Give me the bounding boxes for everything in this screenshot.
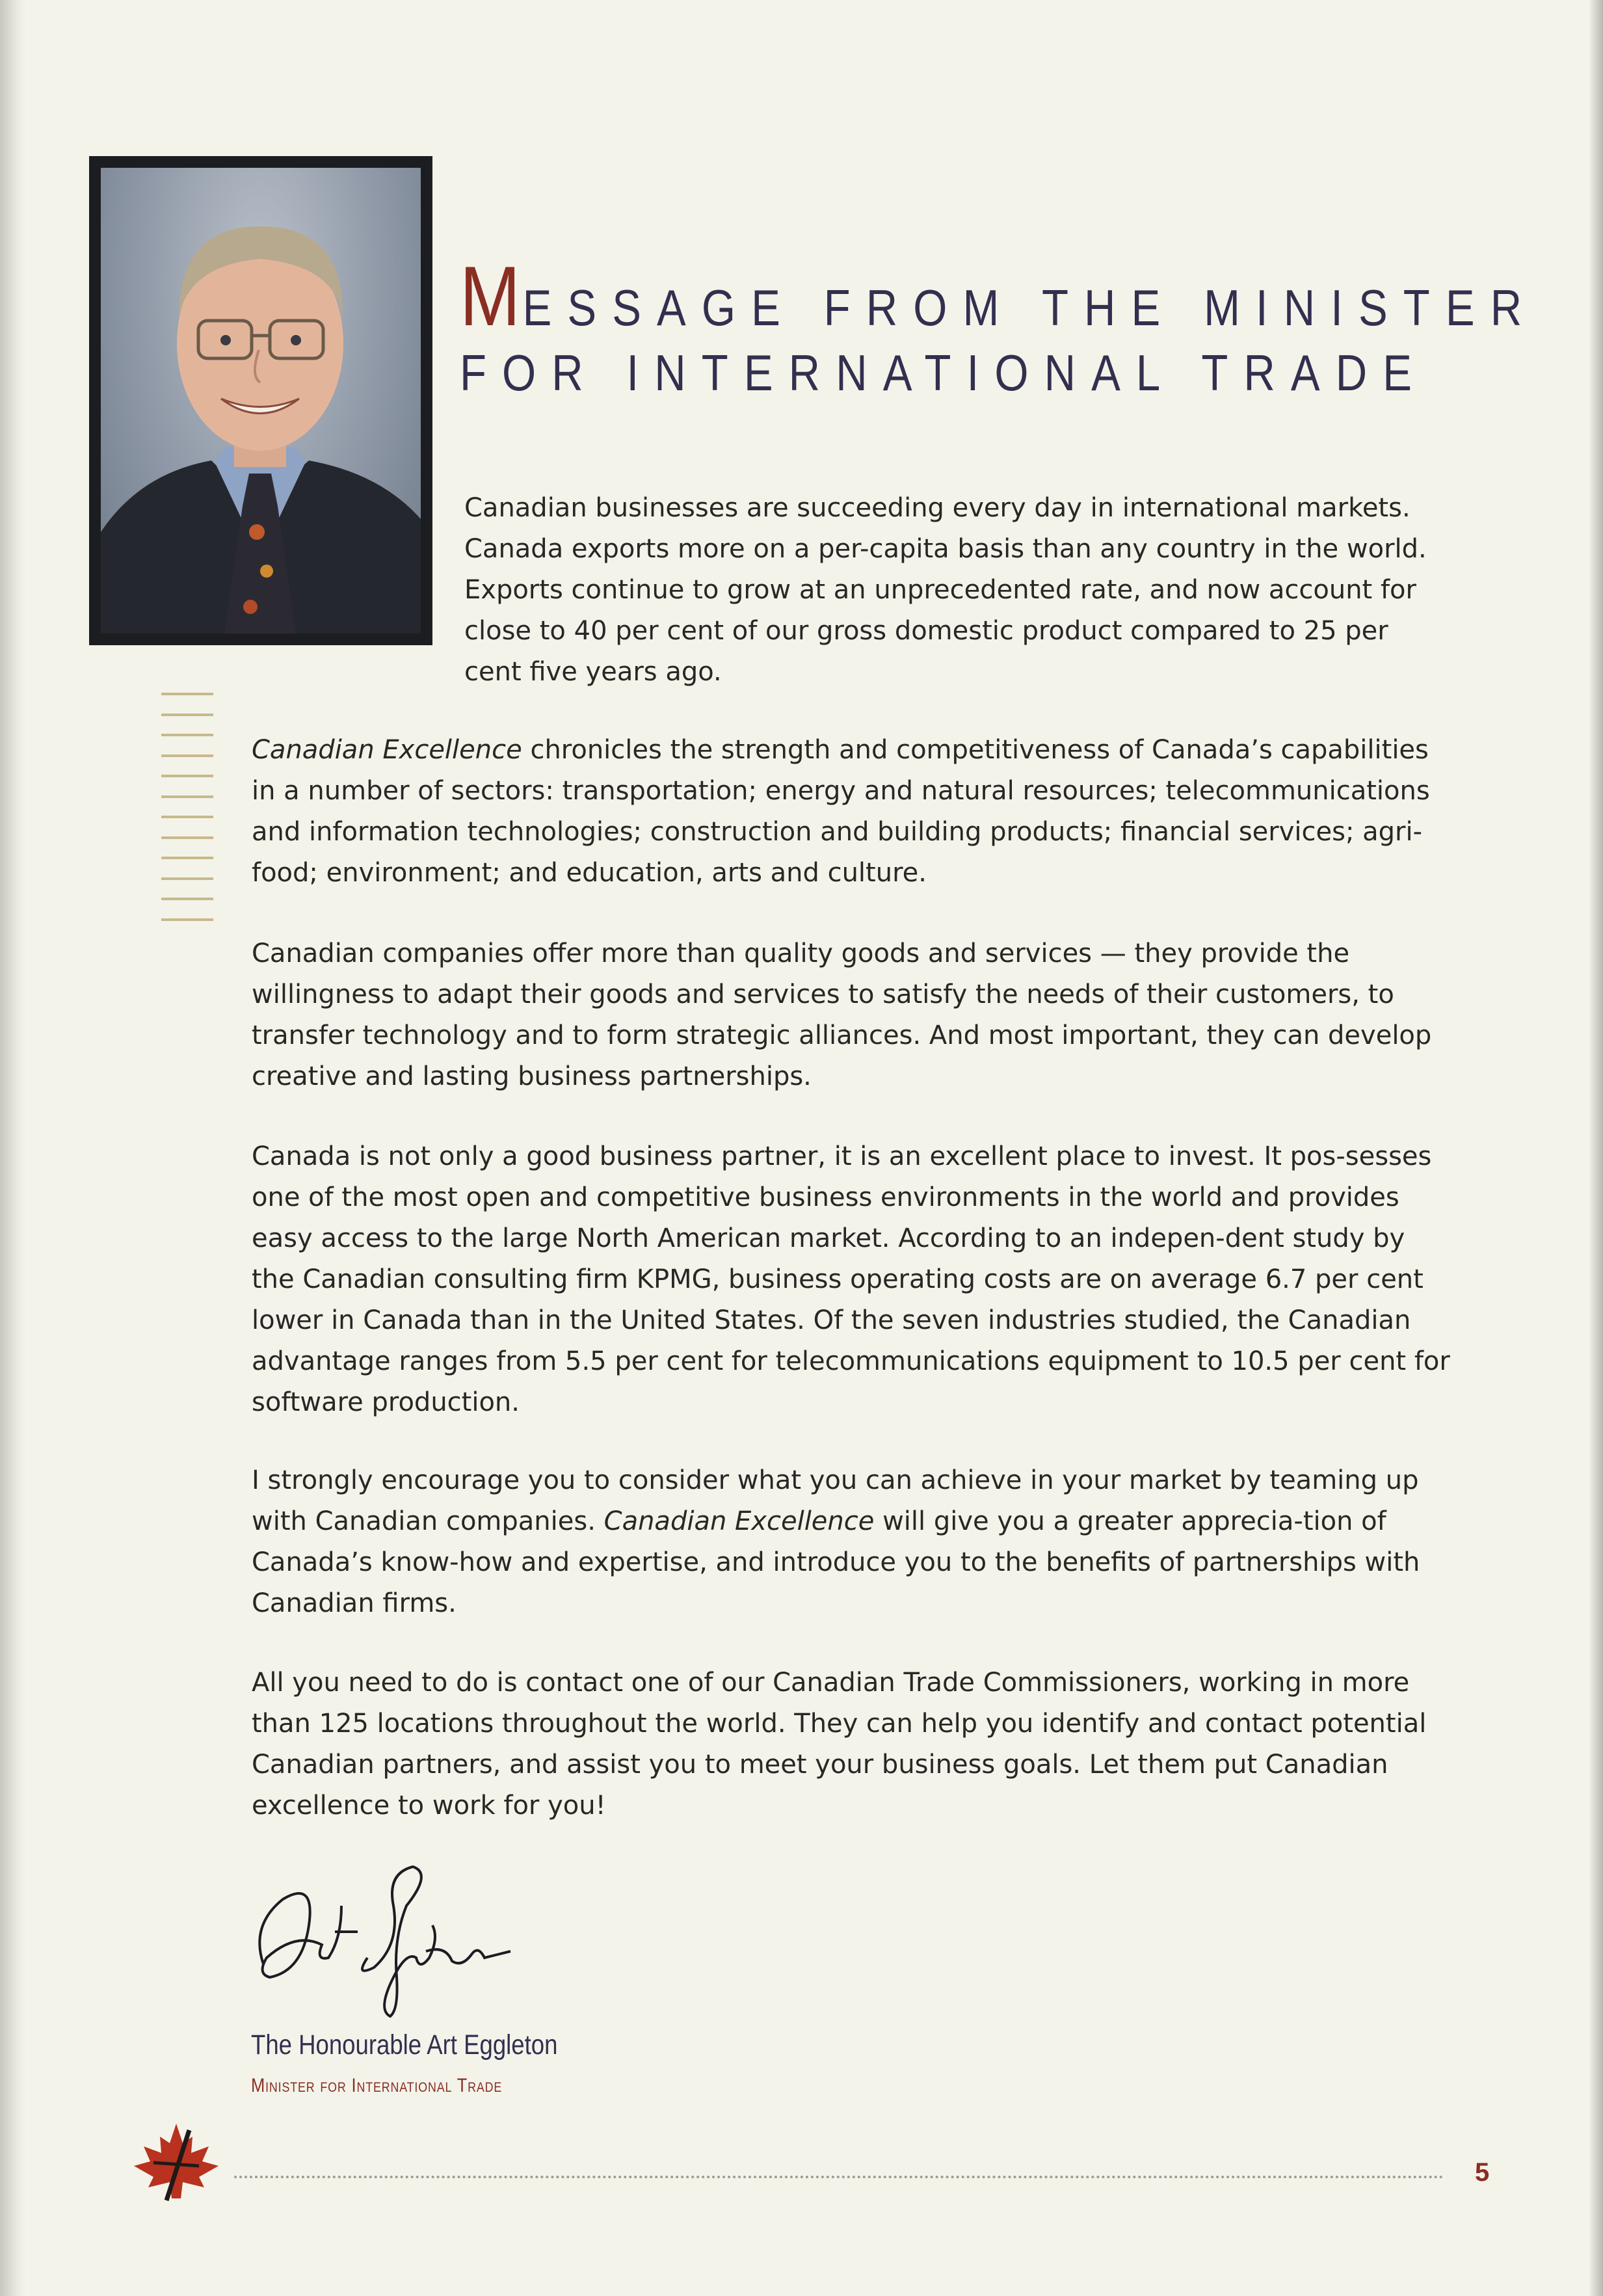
publication-title: Canadian Excellence [603, 1506, 875, 1536]
paragraph-encourage-start: I strongly encourage you to consider what you can achieve in your market by teaming up with Canadian companies. [252, 1465, 1419, 1536]
heading-line-2: FOR INTERNATIONAL TRADE [460, 344, 1428, 401]
heading-line-1-text: ESSAGE FROM THE MINISTER [522, 279, 1538, 336]
paragraph-encourage [252, 1460, 1455, 1624]
page-edge-shadow-right [1589, 0, 1603, 2296]
maple-leaf-icon [127, 2117, 225, 2202]
footer-dotted-rule [234, 2176, 1444, 2178]
page-edge-shadow-left [0, 0, 26, 2296]
heading-line-1 [460, 248, 1538, 343]
page-heading [460, 248, 1538, 405]
signatory-name: The Honourable Art Eggleton [251, 2029, 558, 2061]
portrait-illustration [101, 168, 421, 634]
paragraph-intro: Canadian businesses are succeeding every day in international markets. Canada exports more on a per-capita basis than any country in the world. Exports continue to grow at an unprecedented rate, and now account for close to 40 per cent of our gross domestic product compared to 25 per cent five years ago. [464, 493, 1427, 687]
paragraph-invest: Canada is not only a good business partner, it is an excellent place to invest. It pos-sesses one of the most open and competitive business environments in the world and provides easy access to the large North American market. According to an indepen-dent study by the Canadian consulting firm KPMG, business operating costs are on average 6.7 per cent lower in Canada than in the United States. Of the seven industries studied, the Canadian advantage ranges from 5.5 per cent for telecommunications equipment to 10.5 per cent for software production. [252, 1141, 1450, 1417]
paragraph-sectors-text: chronicles the strength and competitiveness of Canada’s capabilities in a number of sectors: transportation; energy and natural resources; telecommunications and information technologies; construction and building products; financial services; agri-food; environment; and education, arts and culture. [252, 735, 1430, 888]
paragraph-contact: All you need to do is contact one of our Canadian Trade Commissioners, working in more than 125 locations throughout the world. They can help you identify and contact potential Canadian partners, and assist you to meet your business goals. Let them put Canadian excellence to work for you! [252, 1668, 1427, 1821]
heading-initial: M [460, 248, 523, 343]
publication-title: Canadian Excellence [252, 735, 522, 765]
paragraph-encourage-rest: will give you a greater apprecia-tion of Canada’s know-how and expertise, and introduce you to the benefits of partnerships with Canadian firms. [252, 1506, 1420, 1618]
page-number: 5 [1475, 2158, 1490, 2187]
minister-portrait-frame [89, 156, 432, 645]
decorative-tick-marks [161, 693, 213, 939]
handwritten-signature [244, 1847, 517, 2023]
paragraph-sectors [252, 730, 1455, 894]
signatory-title: Minister for International Trade [251, 2075, 503, 2096]
minister-portrait-photo [101, 168, 421, 634]
paragraph-companies: Canadian companies offer more than quality goods and services — they provide the willingness to adapt their goods and services to satisfy the needs of their customers, to transfer technology and to form strategic alliances. And most important, they can develop creative and lasting business partnerships. [252, 939, 1432, 1091]
